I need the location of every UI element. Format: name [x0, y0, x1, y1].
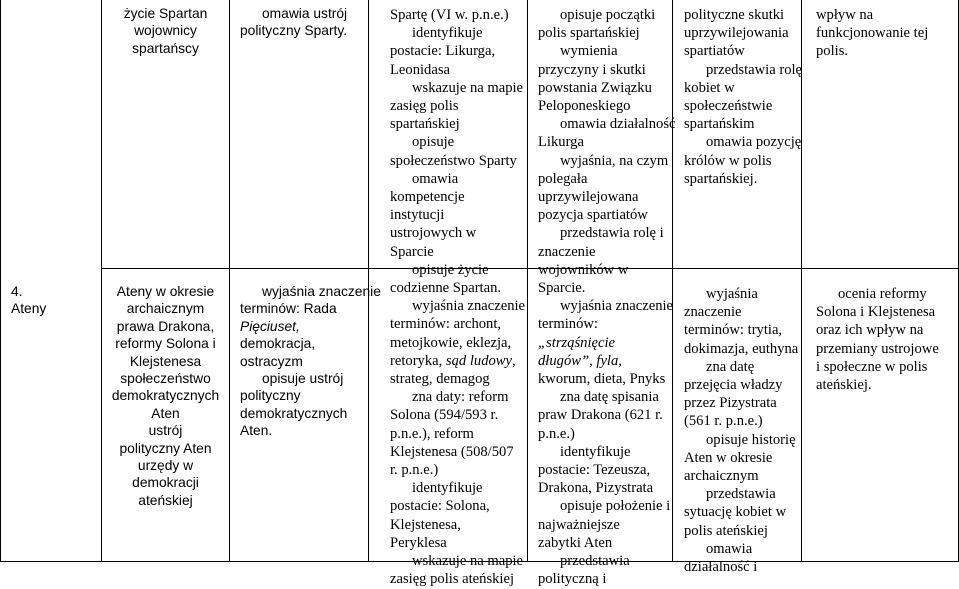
text-line: zna daty: reform — [412, 389, 509, 406]
text-line: przedstawia — [560, 553, 630, 570]
text-line: najważniejsze — [538, 516, 620, 533]
requirements-excellent-sparta — [816, 6, 958, 61]
text-line: polis ateńskiej — [684, 522, 768, 539]
text-line: wyjaśnia znaczenie — [262, 284, 381, 299]
column-topics — [102, 0, 229, 562]
text-line: wskazuje na mapie — [412, 79, 524, 96]
text-line: i społeczne w polis — [816, 358, 928, 375]
text-line: identyfikuje — [560, 443, 631, 460]
text-line: uprzywilejowania — [684, 25, 789, 42]
text-line: wojowników w — [538, 261, 629, 278]
text-line: ocenia reformy — [838, 286, 927, 302]
text-line: Drakona, Pizystrata — [538, 480, 654, 497]
requirements-good-list — [538, 6, 676, 589]
requirements-basic-athens — [240, 283, 381, 440]
text-line: omawia — [412, 170, 459, 187]
text-line: Klejstenesa, — [390, 516, 461, 533]
column-requirements-very-good — [673, 0, 803, 576]
requirements-sufficient-list — [390, 6, 527, 589]
row-label-cell — [1, 0, 101, 562]
text-line: demokratycznych — [111, 388, 220, 404]
text-line: spartańscy — [132, 40, 199, 56]
text-line: ustrój — [148, 423, 183, 439]
text-line: kobiet w — [684, 79, 735, 96]
text-line: postacie: Likurga, — [390, 43, 496, 60]
text-line: Aten. — [240, 423, 273, 439]
text-line: działalność i — [684, 559, 758, 576]
text-line: metojkowie, eklezja, — [390, 334, 512, 351]
text-line: uprzywilejowana — [538, 189, 639, 206]
topics-sparta — [102, 5, 229, 57]
column-requirements-excellent — [802, 0, 958, 562]
text-line: terminów: archont, — [390, 316, 502, 333]
row-number: 4. — [11, 284, 23, 299]
text-line: kworum, dieta, Pnyks — [538, 371, 666, 388]
text-line: ateńskiej — [138, 492, 193, 508]
text-line: opisuje ustrój — [262, 371, 344, 387]
text-line: polityczny Sparty. — [240, 23, 348, 39]
text-line: znaczenie — [538, 243, 596, 260]
text-line: opisuje początki — [560, 7, 656, 23]
text-line: społeczeństwo Sparty — [390, 152, 517, 169]
text-line: Sparcie. — [538, 280, 586, 297]
text-line: omawia pozycję — [706, 134, 802, 151]
text-line: Solona i Klejstenesa — [816, 304, 936, 321]
text-line: praw Drakona (621 r. — [538, 407, 663, 424]
text-line: kompetencje — [390, 189, 465, 206]
text-line: Klejstenesa — [129, 353, 202, 369]
text-line: r. p.n.e.) — [390, 462, 439, 479]
text-line: (561 r. p.n.e.) — [684, 413, 763, 430]
text-line: identyfikuje — [412, 25, 483, 42]
text-line: oraz ich wpływ na — [816, 322, 924, 339]
text-line: opisuje położenie i — [560, 498, 671, 515]
text-line: zna datę — [706, 358, 755, 375]
text-line: Leonidasa — [390, 61, 450, 78]
text-line: ateńskiej. — [816, 377, 872, 394]
text-line: polityczny — [240, 388, 301, 404]
text-line: polis. — [816, 43, 849, 60]
text-line: spartańskiej — [390, 116, 460, 133]
text-line: dokimazja, euthyna — [684, 340, 799, 357]
text-line: wyjaśnia znaczenie — [412, 298, 526, 315]
text-line: zasięg polis — [390, 98, 459, 115]
text-line: opisuje — [412, 134, 455, 151]
text-line: przez Pizystrata — [684, 395, 777, 412]
text-line: prawa Drakona, — [116, 318, 215, 334]
text-line: demokratycznych — [240, 405, 348, 421]
text-line: demokracji — [132, 475, 199, 491]
text-line: postacie: Tezeusza, — [538, 462, 651, 479]
column-requirements-sufficient — [369, 0, 527, 588]
text-line: omawia — [706, 540, 753, 557]
text-line: znaczenie — [684, 304, 742, 321]
text-line: p.n.e.), reform — [390, 425, 474, 442]
text-line: królów w polis — [684, 152, 772, 169]
text-line: wpływ na — [816, 7, 874, 23]
text-line: ostracyzm — [240, 353, 303, 369]
text-line: zna datę spisania — [560, 389, 659, 406]
text-line: reformy Solona i — [115, 336, 216, 352]
text-line: przyczyny i skutki — [538, 61, 646, 78]
text-line: przedstawia rolę — [706, 61, 803, 78]
text-line: przemiany ustrojowe — [816, 340, 939, 357]
text-line: wyjaśnia — [706, 286, 758, 302]
text-line: Peryklesa — [390, 534, 447, 551]
text-line: przedstawia — [706, 486, 776, 503]
text-line: wyjaśnia znaczenie — [560, 298, 674, 315]
text-line: Sparcie — [390, 243, 434, 260]
text-line: długów”, fyla, — [538, 352, 622, 369]
text-line: urzędy w — [137, 458, 194, 474]
column-requirements-basic — [230, 0, 381, 562]
text-line: wymienia — [560, 43, 618, 60]
requirements-basic-sparta — [240, 5, 368, 40]
text-line: Aten — [151, 405, 180, 421]
text-line: Solona (594/593 r. — [390, 407, 499, 424]
row-title: Ateny — [11, 301, 47, 317]
text-line: identyfikuje — [412, 480, 483, 497]
text-line: p.n.e.) — [538, 425, 575, 442]
text-line: polityczne skutki — [684, 7, 785, 23]
topics-athens — [102, 283, 229, 509]
text-line: omawia ustrój — [262, 6, 348, 21]
text-line: archaicznym — [684, 468, 759, 485]
text-line: zabytki Aten — [538, 534, 613, 551]
text-line: funkcjonowanie tej — [816, 25, 929, 42]
requirements-excellent-athens — [816, 285, 958, 394]
requirements-very-good-sparta — [684, 6, 801, 188]
text-line: społeczeństwo — [120, 371, 211, 387]
text-line: wyjaśnia, na czym — [560, 152, 669, 169]
text-line: pozycja spartiatów — [538, 207, 648, 224]
text-line: postacie: Solona, — [390, 498, 490, 515]
text-line: polis spartańskiej — [538, 25, 640, 42]
text-line: życie Spartan — [123, 6, 208, 21]
text-line: Aten w okresie — [684, 449, 773, 466]
text-line: Spartę (VI w. p.n.e.) — [390, 7, 509, 23]
text-line: spartańskiej. — [684, 170, 758, 187]
text-line: wojownicy — [134, 23, 197, 39]
text-line: Pięciuset, — [240, 318, 300, 334]
text-line: instytucji — [390, 207, 445, 224]
text-line: społeczeństwie — [684, 98, 773, 115]
text-line: strateg, demagog — [390, 371, 490, 388]
requirements-very-good-athens — [684, 285, 801, 576]
text-line: Peloponeskiego — [538, 98, 631, 115]
text-line: sytuację kobiet w — [684, 504, 787, 521]
text-line: terminów: Rada — [240, 301, 337, 317]
text-line: retoryka, sąd ludowy, — [390, 352, 516, 369]
text-line: przedstawia rolę i — [560, 225, 664, 242]
text-line: wskazuje na mapie — [412, 553, 524, 570]
text-line: terminów: — [538, 316, 598, 333]
text-line: Klejstenesa (508/507 — [390, 443, 514, 460]
text-line: codzienne Spartan. — [390, 280, 502, 297]
text-line: Ateny w okresie — [116, 284, 215, 299]
column-requirements-good — [528, 0, 676, 588]
text-line: polegała — [538, 170, 588, 187]
text-line: ustrojowych w — [390, 225, 477, 242]
text-line: „strząśnięcie — [538, 334, 616, 351]
text-line: powstania Związku — [538, 79, 652, 96]
text-line: opisuje życie — [412, 261, 489, 278]
text-line: opisuje historię — [706, 431, 796, 448]
text-line: terminów: trytia, — [684, 322, 783, 339]
text-line: przejęcia władzy — [684, 377, 783, 394]
text-line: polityczny Aten — [119, 440, 212, 456]
text-line: spartańskim — [684, 116, 755, 133]
text-line: zasięg polis ateńskiej — [390, 571, 515, 588]
text-line: demokracja, — [240, 336, 316, 352]
text-line: spartiatów — [684, 43, 745, 60]
text-line: Likurga — [538, 134, 584, 151]
text-line: polityczną i — [538, 571, 607, 588]
text-line: archaicznym — [126, 301, 205, 317]
text-line: omawia działalność — [560, 116, 676, 133]
